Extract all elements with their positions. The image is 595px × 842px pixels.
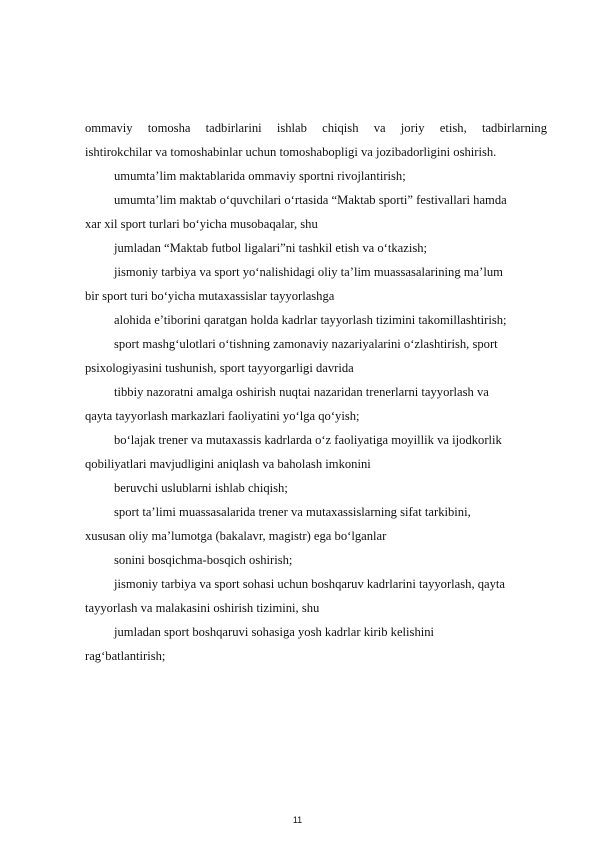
text-line: bir sport turi bo‘yicha mutaxassislar tayyorlashga: [85, 289, 335, 303]
text-line: beruvchi uslublarni ishlab chiqish;: [114, 481, 288, 495]
text-line: alohida e’tiborini qaratgan holda kadrlar tayyorlash tizimini takomillashtirish;: [114, 313, 507, 327]
text-line: umumta’lim maktab o‘quvchilari o‘rtasida “Maktab sporti” festivallari hamda: [114, 193, 507, 207]
text-line: jumladan sport boshqaruvi sohasiga yosh kadrlar kirib kelishini: [114, 625, 435, 639]
text-line: jismoniy tarbiya va sport sohasi uchun boshqaruv kadrlarini tayyorlash, qayta: [114, 577, 506, 591]
text-line: tibbiy nazoratni amalga oshirish nuqtai nazaridan trenerlarni tayyorlash va: [114, 385, 489, 399]
text-line: sport ta’limi muassasalarida trener va mutaxassislarning sifat tarkibini,: [114, 505, 471, 519]
text-line: sonini bosqichma-bosqich oshirish;: [114, 553, 293, 567]
text-line: bo‘lajak trener va mutaxassis kadrlarda o‘z faoliyatiga moyillik va ijodkorlik: [114, 433, 502, 447]
text-line: jumladan “Maktab futbol ligalari”ni tashkil etish va o‘tkazish;: [114, 241, 428, 255]
text-line: psixologiyasini tushunish, sport tayyorgarligi davrida: [85, 361, 354, 375]
text-line: qobiliyatlari mavjudligini aniqlash va baholash imkonini: [85, 457, 371, 471]
text-line: xususan oliy ma’lumotga (bakalavr, magistr) ega bo‘lganlar: [85, 529, 387, 543]
text-line: jismoniy tarbiya va sport yo‘nalishidagi oliy ta’lim muassasalarining ma’lum: [114, 265, 503, 279]
text-line: ishtirokchilar va tomoshabinlar uchun tomoshabopligi va jozibadorligini oshirish.: [85, 145, 497, 159]
page-number: 11: [292, 815, 303, 825]
document-body: [85, 116, 547, 668]
text-line: sport mashg‘ulotlari o‘tishning zamonaviy nazariyalarini o‘zlashtirish, sport: [114, 337, 498, 351]
text-line: ommaviy tomosha tadbirlarini ishlab chiqish va joriy etish, tadbirlarning: [85, 121, 547, 135]
text-line: umumta’lim maktablarida ommaviy sportni rivojlantirish;: [114, 169, 406, 183]
text-line: xar xil sport turlari bo‘yicha musobaqalar, shu: [85, 217, 318, 231]
text-line: tayyorlash va malakasini oshirish tizimini, shu: [85, 601, 320, 615]
text-line: rag‘batlantirish;: [85, 649, 166, 663]
text-line: qayta tayyorlash markazlari faoliyatini yo‘lga qo‘yish;: [85, 409, 360, 423]
